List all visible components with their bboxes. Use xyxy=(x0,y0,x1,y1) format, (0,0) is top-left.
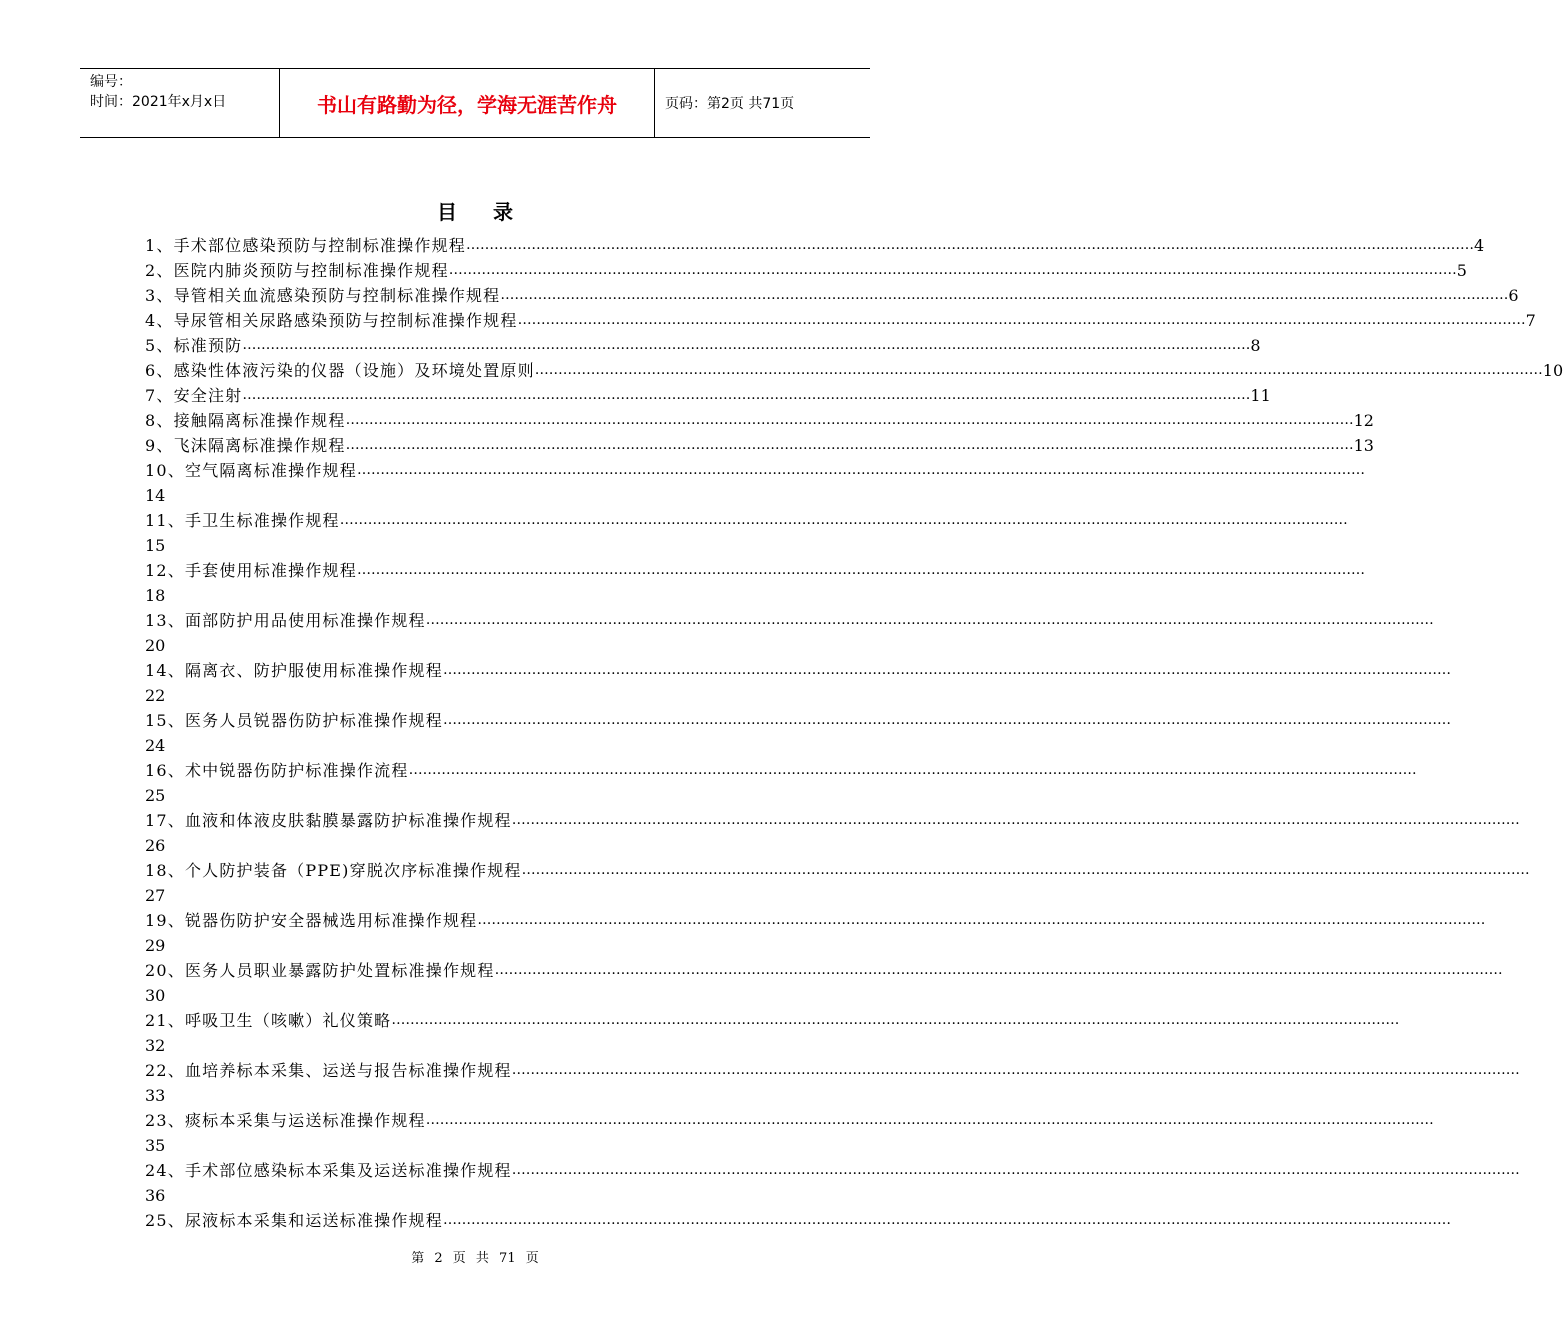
toc-entry-page: 35 xyxy=(145,1136,166,1155)
toc-entry-page: 27 xyxy=(145,886,166,905)
toc-entry-label: 16、术中锐器伤防护标准操作流程 xyxy=(145,761,409,780)
toc-entry-page: 14 xyxy=(145,486,166,505)
toc-entry xyxy=(145,408,1374,433)
toc-entry-page: 13 xyxy=(1353,436,1374,455)
toc-leader-dots: ……………………………………………………………………………………………………………………………………………………………………………………………… xyxy=(511,1062,1520,1078)
toc-entry-label: 12、手套使用标准操作规程 xyxy=(145,561,357,580)
toc-leader-dots: ……………………………………………………………………………………………………………………………………………………………………………………………… xyxy=(242,387,1251,403)
page-header xyxy=(80,68,870,138)
toc-entry xyxy=(145,958,1503,1008)
toc-entry-label: 7、安全注射 xyxy=(145,386,243,405)
toc-entry xyxy=(145,558,1365,608)
toc-entry xyxy=(145,1158,1520,1208)
toc-entry-label: 20、医务人员职业暴露防护处置标准操作规程 xyxy=(145,961,495,980)
toc-leader-dots: ……………………………………………………………………………………………………………………………………………………………………………………………… xyxy=(517,312,1526,328)
toc-leader-dots: ……………………………………………………………………………………………………………………………………………………………………………………………… xyxy=(345,437,1354,453)
toc-leader-dots: ……………………………………………………………………………………………………………………………………………………………………………………………… xyxy=(511,1162,1520,1178)
toc-leader-dots: ……………………………………………………………………………………………………………………………………………………………………………………………… xyxy=(442,1212,1451,1228)
document-number-label: 编号： xyxy=(90,74,132,90)
toc-leader-dots: ……………………………………………………………………………………………………………………………………………………………………………………………… xyxy=(356,462,1365,478)
toc-entry-page: 10 xyxy=(1542,361,1563,380)
toc-entry-label: 2、医院内肺炎预防与控制标准操作规程 xyxy=(145,261,449,280)
toc-entry-page: 11 xyxy=(1250,386,1271,405)
toc-entry xyxy=(145,1208,1451,1233)
toc-entry-label: 19、锐器伤防护安全器械选用标准操作规程 xyxy=(145,911,478,930)
toc-entry xyxy=(145,708,1451,758)
toc-entry-page: 5 xyxy=(1456,261,1467,280)
toc-leader-dots: ……………………………………………………………………………………………………………………………………………………………………………………………… xyxy=(448,262,1457,278)
toc-entry xyxy=(145,383,1271,408)
toc-entry-page: 22 xyxy=(145,686,166,705)
toc-entry-label: 13、面部防护用品使用标准操作规程 xyxy=(145,611,426,630)
toc-entry-label: 23、痰标本采集与运送标准操作规程 xyxy=(145,1111,426,1130)
toc-entry-label: 4、导尿管相关尿路感染预防与控制标准操作规程 xyxy=(145,311,518,330)
toc-entry-label: 18、个人防护装备（PPE)穿脱次序标准操作规程 xyxy=(145,861,522,880)
toc-entry xyxy=(145,233,1485,258)
toc-entry xyxy=(145,858,1530,908)
toc-title: 目录 xyxy=(437,200,549,224)
toc-entry-page: 18 xyxy=(145,586,166,605)
toc-entry-label: 8、接触隔离标准操作规程 xyxy=(145,411,346,430)
toc-entry-page: 36 xyxy=(145,1186,166,1205)
toc-entry-page: 24 xyxy=(145,736,166,755)
toc-entry-page: 25 xyxy=(145,786,166,805)
toc-entry-page: 7 xyxy=(1525,311,1536,330)
toc-entry xyxy=(145,608,1434,658)
toc-entry xyxy=(145,308,1536,333)
toc-leader-dots: ……………………………………………………………………………………………………………………………………………………………………………………………… xyxy=(408,762,1417,778)
toc-leader-dots: ……………………………………………………………………………………………………………………………………………………………………………………………… xyxy=(465,237,1474,253)
toc-entry-label: 17、血液和体液皮肤黏膜暴露防护标准操作规程 xyxy=(145,811,512,830)
toc-leader-dots: ……………………………………………………………………………………………………………………………………………………………………………………………… xyxy=(534,362,1543,378)
toc-entry-label: 24、手术部位感染标本采集及运送标准操作规程 xyxy=(145,1161,512,1180)
toc-entry-page: 30 xyxy=(145,986,166,1005)
toc-entry xyxy=(145,1058,1520,1108)
toc-entry-page: 6 xyxy=(1508,286,1519,305)
toc-leader-dots: ……………………………………………………………………………………………………………………………………………………………………………………………… xyxy=(425,1112,1434,1128)
toc-entry xyxy=(145,1108,1434,1158)
toc-leader-dots: ……………………………………………………………………………………………………………………………………………………………………………………………… xyxy=(442,662,1451,678)
toc-leader-dots: ……………………………………………………………………………………………………………………………………………………………………………………………… xyxy=(339,512,1348,528)
toc-entry xyxy=(145,358,1563,383)
toc-entry-label: 1、手术部位感染预防与控制标准操作规程 xyxy=(145,236,466,255)
toc-entry xyxy=(145,808,1520,858)
toc-entry-page: 15 xyxy=(145,536,166,555)
toc-leader-dots: ……………………………………………………………………………………………………………………………………………………………………………………………… xyxy=(242,337,1251,353)
toc-leader-dots: ……………………………………………………………………………………………………………………………………………………………………………………………… xyxy=(356,562,1365,578)
toc-entry-page: 32 xyxy=(145,1036,166,1055)
toc-entry-label: 11、手卫生标准操作规程 xyxy=(145,511,340,530)
toc-leader-dots: ……………………………………………………………………………………………………………………………………………………………………………………………… xyxy=(500,287,1509,303)
toc-entry-label: 14、隔离衣、防护服使用标准操作规程 xyxy=(145,661,443,680)
table-of-contents xyxy=(145,233,1563,1233)
header-motto: 书山有路勤为径，学海无涯苦作舟 xyxy=(280,69,655,137)
toc-entry-label: 10、空气隔离标准操作规程 xyxy=(145,461,357,480)
toc-entry-page: 8 xyxy=(1250,336,1261,355)
toc-entry xyxy=(145,1008,1400,1058)
toc-entry xyxy=(145,658,1451,708)
toc-entry-page: 20 xyxy=(145,636,166,655)
page-footer: 第 2 页 共 71 页 xyxy=(411,1251,539,1266)
toc-leader-dots: ……………………………………………………………………………………………………………………………………………………………………………………………… xyxy=(477,912,1486,928)
document-date: 时间：2021年x月x日 xyxy=(90,94,227,110)
toc-entry-page: 33 xyxy=(145,1086,166,1105)
toc-leader-dots: ……………………………………………………………………………………………………………………………………………………………………………………………… xyxy=(521,862,1530,878)
toc-leader-dots: ……………………………………………………………………………………………………………………………………………………………………………………………… xyxy=(494,962,1503,978)
header-meta xyxy=(80,69,280,137)
toc-entry-label: 15、医务人员锐器伤防护标准操作规程 xyxy=(145,711,443,730)
toc-entry xyxy=(145,433,1374,458)
toc-entry-page: 12 xyxy=(1353,411,1374,430)
toc-entry-page: 26 xyxy=(145,836,166,855)
toc-entry xyxy=(145,458,1365,508)
toc-entry xyxy=(145,908,1486,958)
toc-entry-label: 3、导管相关血流感染预防与控制标准操作规程 xyxy=(145,286,501,305)
header-page-info: 页码：第2页 共71页 xyxy=(665,96,795,112)
toc-leader-dots: ……………………………………………………………………………………………………………………………………………………………………………………………… xyxy=(511,812,1520,828)
toc-entry xyxy=(145,333,1261,358)
toc-entry-label: 25、尿液标本采集和运送标准操作规程 xyxy=(145,1211,443,1230)
toc-leader-dots: ……………………………………………………………………………………………………………………………………………………………………………………………… xyxy=(345,412,1354,428)
toc-entry-label: 21、呼吸卫生（咳嗽）礼仪策略 xyxy=(145,1011,392,1030)
toc-entry-page: 29 xyxy=(145,936,166,955)
toc-entry xyxy=(145,283,1519,308)
toc-entry-label: 5、标准预防 xyxy=(145,336,243,355)
toc-leader-dots: ……………………………………………………………………………………………………………………………………………………………………………………………… xyxy=(391,1012,1400,1028)
toc-leader-dots: ……………………………………………………………………………………………………………………………………………………………………………………………… xyxy=(425,612,1434,628)
toc-entry xyxy=(145,258,1467,283)
toc-entry xyxy=(145,758,1417,808)
toc-entry-label: 9、飞沫隔离标准操作规程 xyxy=(145,436,346,455)
toc-leader-dots: ……………………………………………………………………………………………………………………………………………………………………………………………… xyxy=(442,712,1451,728)
toc-entry-label: 6、感染性体液污染的仪器（设施）及环境处置原则 xyxy=(145,361,535,380)
toc-entry xyxy=(145,508,1348,558)
toc-entry-page: 4 xyxy=(1473,236,1485,255)
toc-entry-label: 22、血培养标本采集、运送与报告标准操作规程 xyxy=(145,1061,512,1080)
